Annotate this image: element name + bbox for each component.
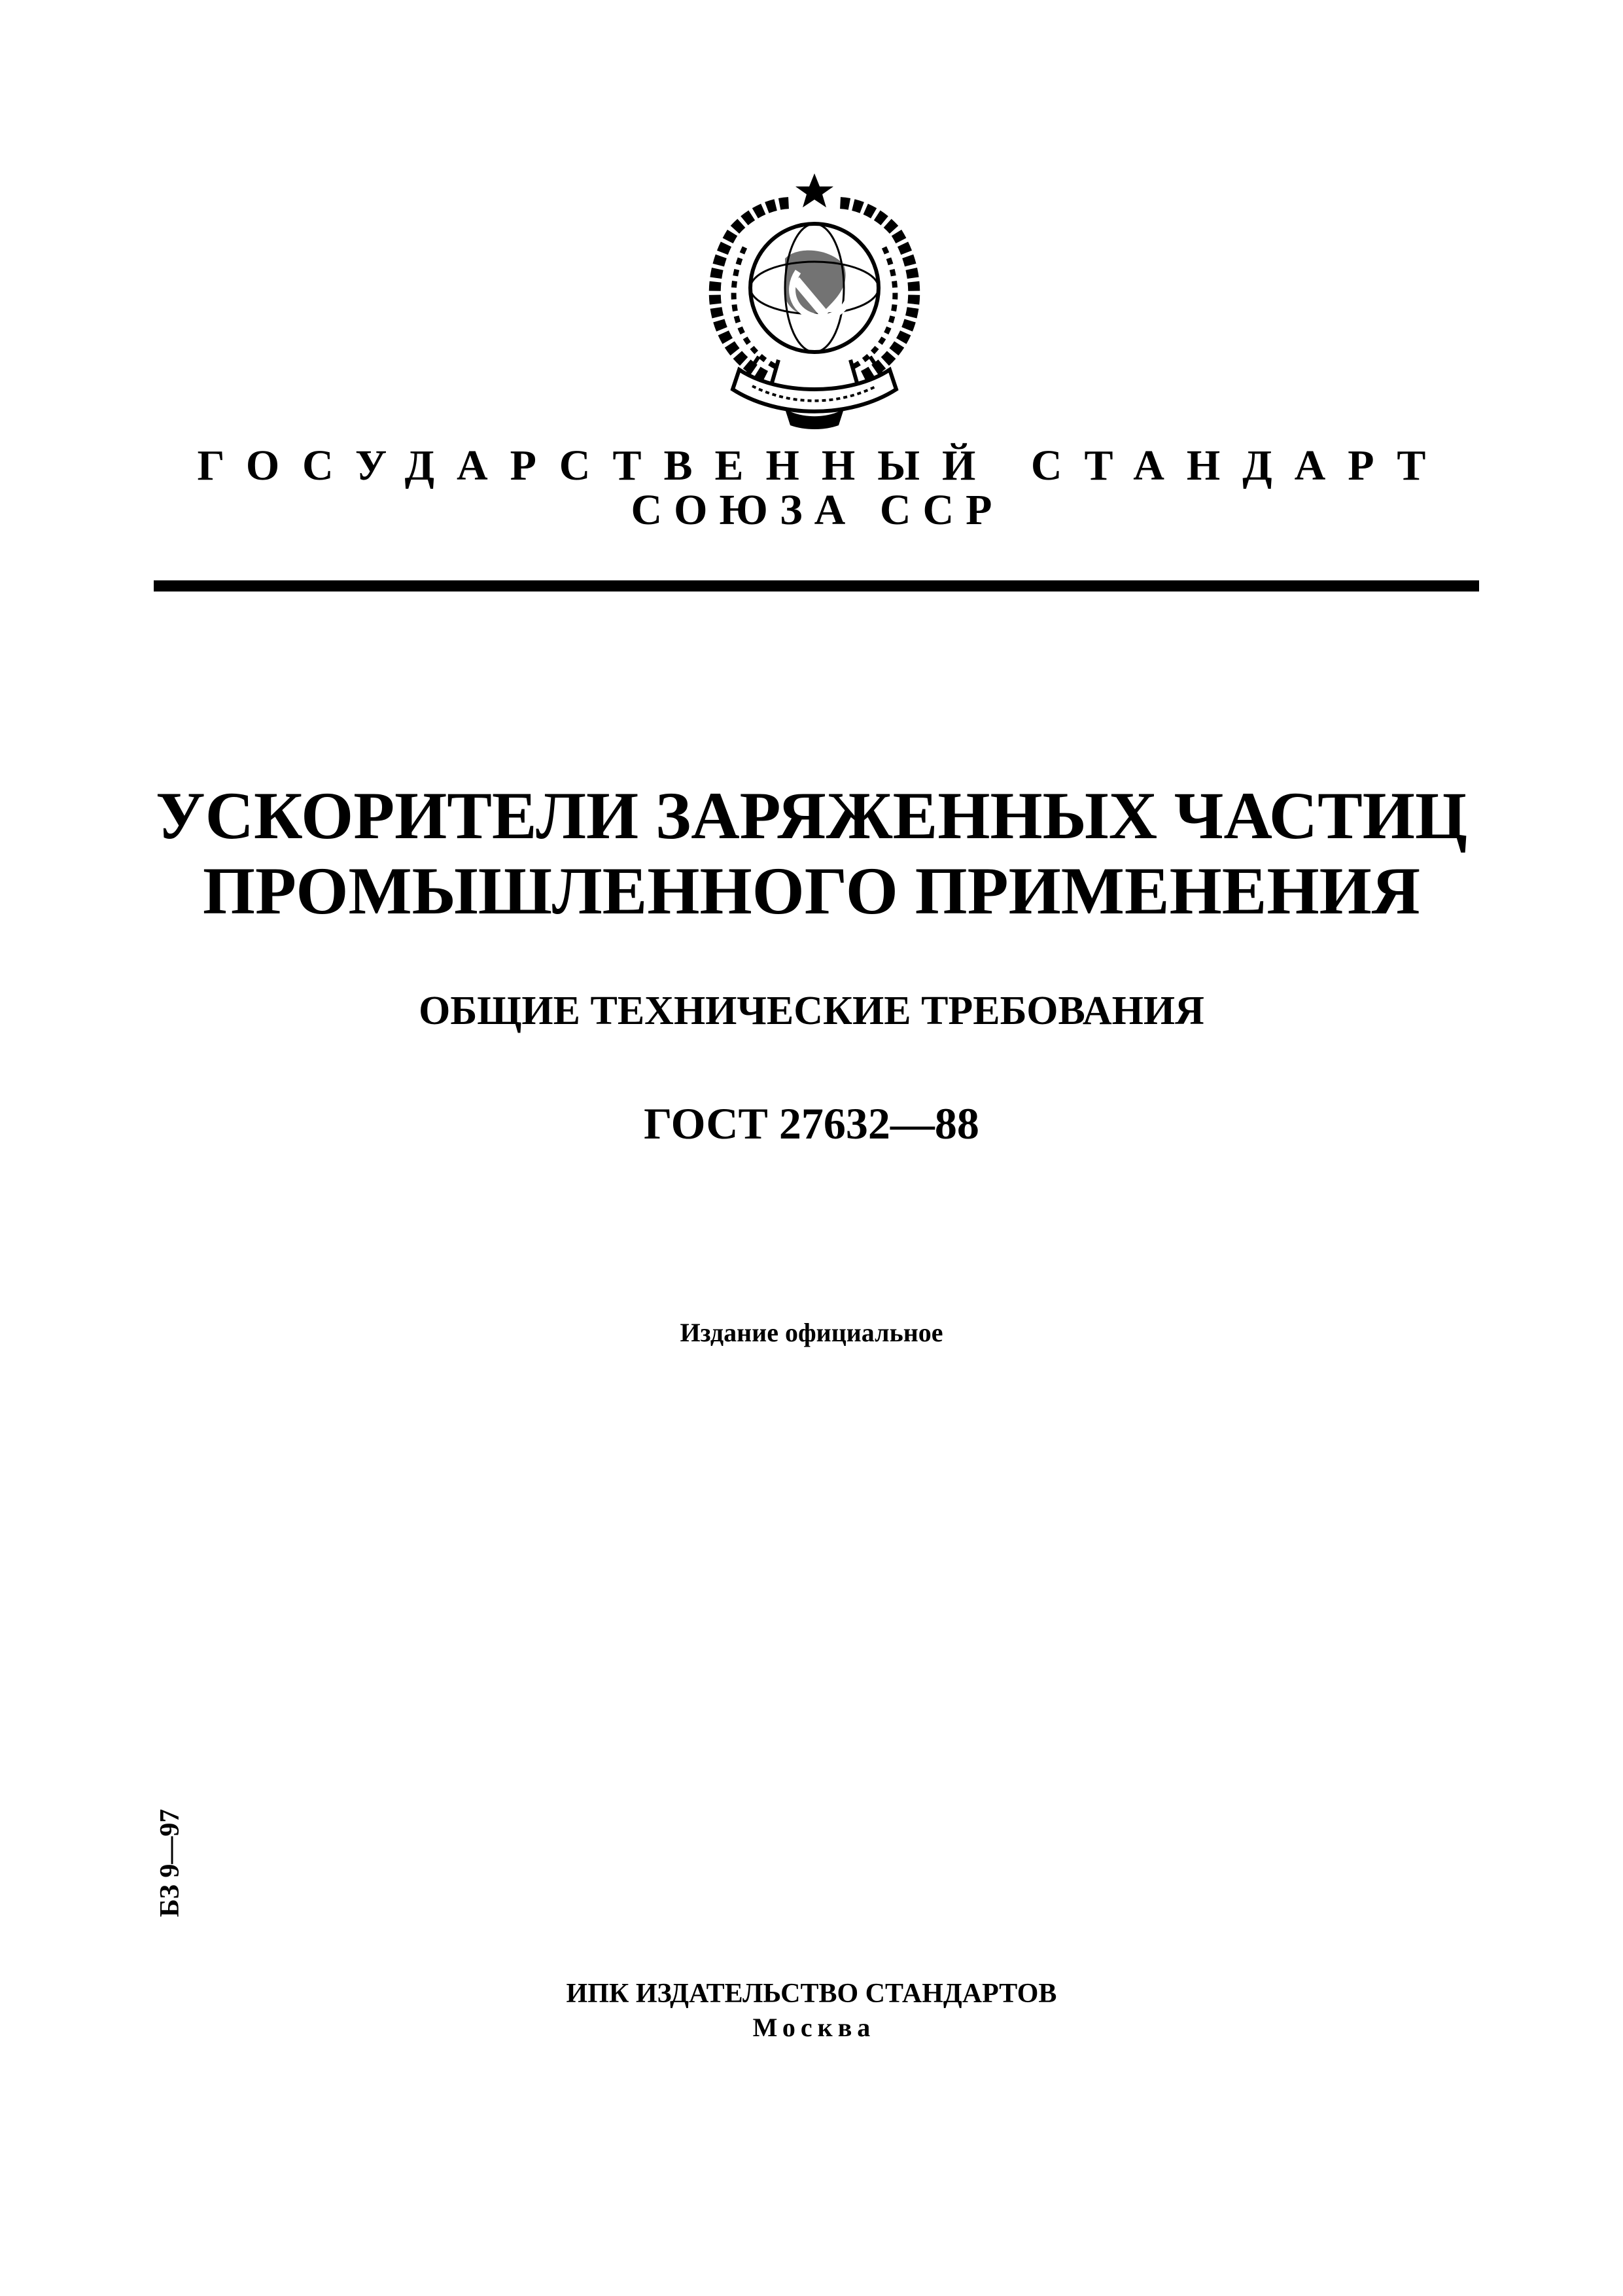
header-line-2: СОЮЗА ССР bbox=[631, 486, 1004, 534]
ussr-coat-of-arms-icon bbox=[687, 160, 942, 435]
document-subtitle: ОБЩИЕ ТЕХНИЧЕСКИЕ ТРЕБОВАНИЯ bbox=[419, 989, 1204, 1033]
side-code: БЗ 9—97 bbox=[155, 1809, 185, 1917]
edition-label: Издание официальное bbox=[680, 1318, 943, 1347]
header-line-1: ГОСУДАРСТВЕННЫЙ СТАНДАРТ bbox=[197, 442, 1448, 489]
divider-rule bbox=[154, 580, 1479, 592]
publisher-name: ИПК ИЗДАТЕЛЬСТВО СТАНДАРТОВ bbox=[566, 1979, 1057, 2009]
publisher-city: Москва bbox=[752, 2013, 876, 2042]
title-line-1: УСКОРИТЕЛИ ЗАРЯЖЕННЫХ ЧАСТИЦ bbox=[155, 779, 1468, 853]
standard-number: ГОСТ 27632—88 bbox=[644, 1099, 979, 1148]
document-title bbox=[0, 779, 1623, 929]
title-line-2: ПРОМЫШЛЕННОГО ПРИМЕНЕНИЯ bbox=[202, 854, 1421, 928]
